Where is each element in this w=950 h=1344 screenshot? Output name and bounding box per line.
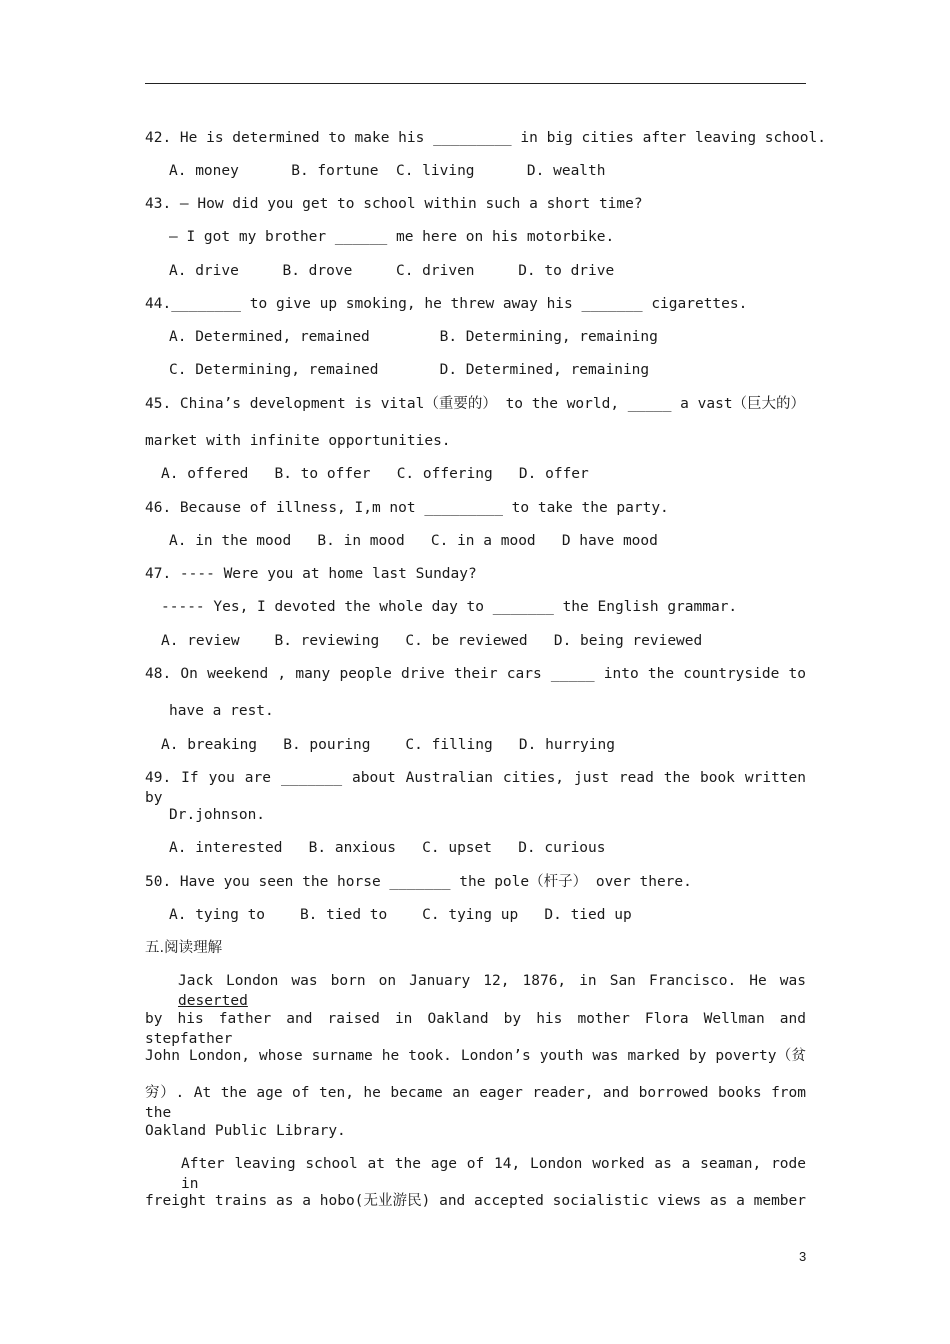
question-45-stem: 45. China’s development is vital（重要的） to the world, _____ a vast（巨大的） [145, 396, 806, 412]
question-46-stem: 46. Because of illness, I,m not _________ to take the party. [145, 500, 669, 516]
question-47-stem: 47. ---- Were you at home last Sunday? [145, 566, 477, 582]
question-47-reply: ----- Yes, I devoted the whole day to _______ the English grammar. [161, 599, 738, 615]
question-43-options: A. drive B. drove C. driven D. to drive [169, 263, 615, 279]
question-43-stem: 43. — How did you get to school within such a short time? [145, 196, 643, 212]
page-number: 3 [799, 1249, 807, 1264]
question-42-options: A. money B. fortune C. living D. wealth [169, 163, 606, 179]
question-47-options: A. review B. reviewing C. be reviewed D. being reviewed [161, 633, 703, 649]
passage-p2-line-1: After leaving school at the age of 14, London worked as a seaman, rode in [181, 1156, 806, 1192]
passage-p1-line-1-text: Jack London was born on January 12, 1876, in San Francisco. He was [178, 973, 806, 989]
question-48-stem: 48. On weekend , many people drive their cars _____ into the countryside to [145, 666, 806, 682]
question-42-stem: 42. He is determined to make his _________ in big cities after leaving school. [145, 130, 826, 146]
passage-p1-line-1 [178, 971, 806, 1011]
passage-p1-line-3: John London, whose surname he took. London’s youth was marked by poverty（贫 [145, 1048, 806, 1064]
question-44-options-1: A. Determined, remained B. Determining, remaining [169, 329, 658, 345]
section-title: 五.阅读理解 [145, 940, 223, 956]
question-45-options: A. offered B. to offer C. offering D. offer [161, 466, 589, 482]
passage-p1-line-2: by his father and raised in Oakland by his mother Flora Wellman and stepfather [145, 1011, 806, 1047]
question-50-options: A. tying to B. tied to C. tying up D. tied up [169, 907, 632, 923]
question-44-options-2: C. Determining, remained D. Determined, remaining [169, 362, 650, 378]
question-49-options: A. interested B. anxious C. upset D. curious [169, 840, 606, 856]
question-49-stem: 49. If you are _______ about Australian cities, just read the book written by [145, 770, 806, 806]
question-50-stem: 50. Have you seen the horse _______ the pole（杆子） over there. [145, 874, 692, 890]
question-48-stem-cont: have a rest. [169, 703, 274, 719]
question-49-stem-cont: Dr.johnson. [169, 807, 266, 823]
question-46-options: A. in the mood B. in mood C. in a mood D have mood [169, 533, 658, 549]
question-48-options: A. breaking B. pouring C. filling D. hurrying [161, 737, 615, 753]
question-43-reply: — I got my brother ______ me here on his motorbike. [169, 229, 615, 245]
passage-p1-line-5: Oakland Public Library. [145, 1123, 346, 1139]
question-44-stem: 44.________ to give up smoking, he threw away his _______ cigarettes. [145, 296, 748, 312]
passage-p2-line-2: freight trains as a hobo(无业游民) and accepted socialistic views as a member [145, 1193, 806, 1209]
passage-p1-line-4: 穷）. At the age of ten, he became an eager reader, and borrowed books from the [145, 1085, 806, 1121]
underlined-word: deserted [178, 993, 248, 1009]
question-45-stem-cont: market with infinite opportunities. [145, 433, 451, 449]
header-rule [145, 83, 806, 84]
